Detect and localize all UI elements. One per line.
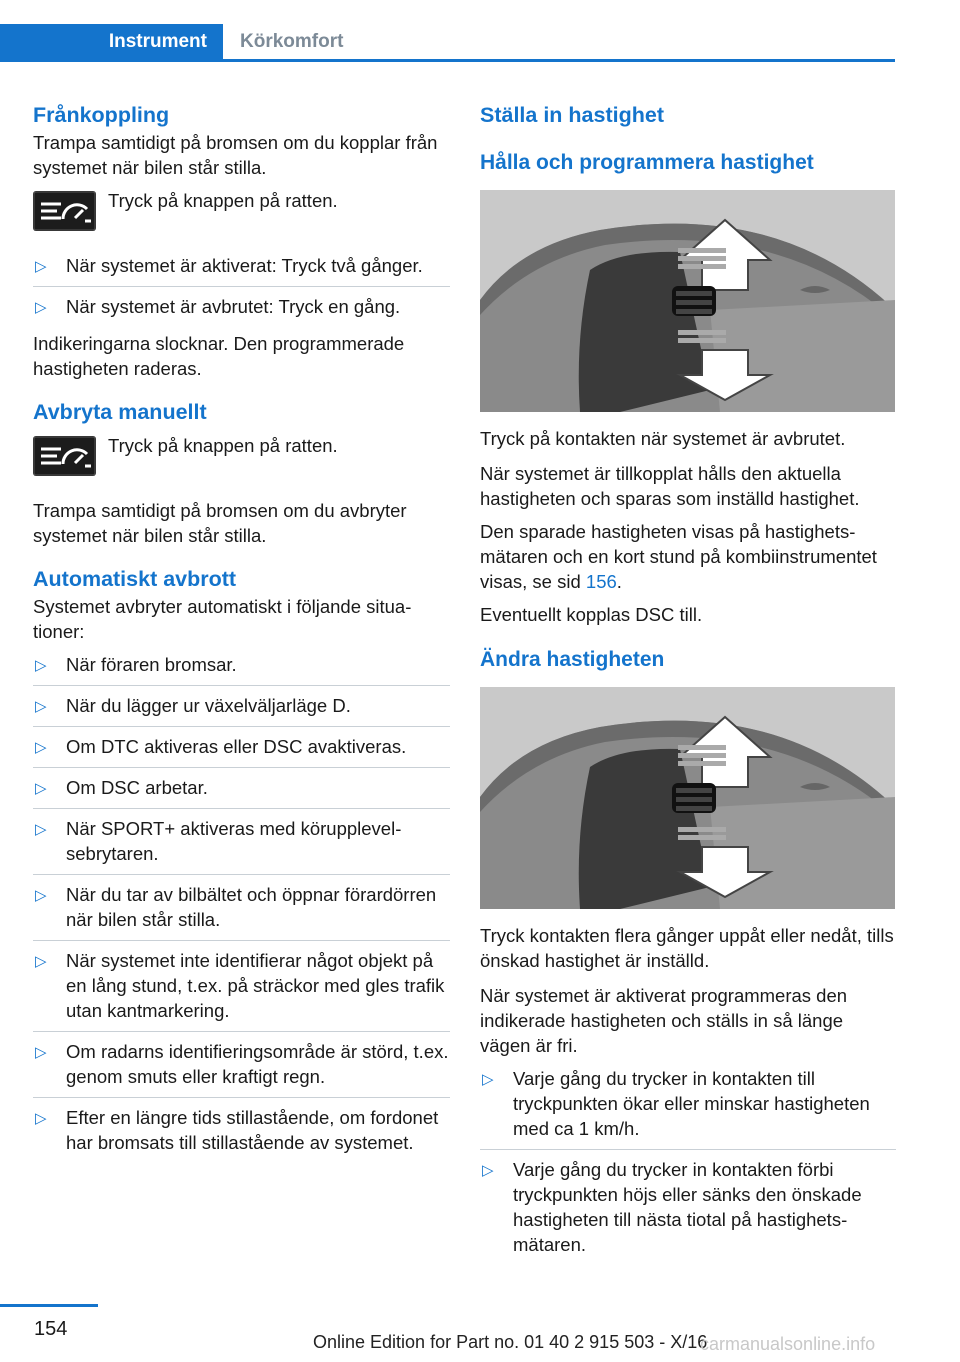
list-item: ▷ Om DTC aktiveras eller DSC avaktiveras. (33, 726, 450, 767)
list-item: ▷ Om radarns identifieringsområde är störd, t.ex. genom smuts eller kraftigt regn. (33, 1031, 450, 1097)
heading-avbryta-manuellt: Avbryta manuellt (33, 400, 207, 424)
triangle-right-icon: ▷ (482, 1071, 494, 1088)
paragraph: När systemet är tillkopplat hålls den aktuella hastigheten och sparas som inställd hastighet. (480, 463, 860, 509)
paragraph: Eventuellt kopplas DSC till. (480, 604, 703, 625)
header-tabs (0, 24, 895, 62)
tab-korkomfort[interactable]: Körkomfort (240, 31, 344, 52)
list-item: ▷ När du tar av bilbältet och öppnar förardörren när bilen står stilla. (33, 874, 450, 940)
triangle-right-icon: ▷ (35, 258, 47, 275)
heading-halla-och-programmera: Hålla och programmera hastighet (480, 151, 814, 174)
icon-instruction (33, 188, 450, 231)
triangle-right-icon: ▷ (35, 780, 47, 797)
list-item: ▷ När systemet är aktiverat: Tryck två gånger. (33, 253, 450, 286)
list-item: ▷ Varje gång du trycker in kontakten förbi tryckpunkten höjs eller sänks den önskade hastigheten till nästa tiotal på hastighetsmätaren. (480, 1149, 896, 1265)
paragraph: Tryck kontakten flera gånger uppåt eller nedåt, tills önskad hastighet är inställd. (480, 925, 894, 971)
paragraph: Systemet avbryter automatiskt i följande situationer: (33, 596, 412, 642)
right-column (480, 100, 896, 1269)
paragraph: När systemet är aktiverat programmeras den indikerade hastigheten och ställs in så länge vägen är fri. (480, 985, 848, 1056)
triangle-right-icon: ▷ (35, 821, 47, 838)
paragraph: Trampa samtidigt på bromsen om du kopplar från systemet när bilen står stilla. (33, 132, 438, 178)
triangle-right-icon: ▷ (35, 299, 47, 316)
list-item: ▷ När systemet är avbrutet: Tryck en gång. (33, 286, 450, 327)
heading-frankoppling: Frånkoppling (33, 103, 170, 127)
list-item: ▷ Varje gång du trycker in kontakten till tryckpunkten ökar eller minskar hastigheten med ca 1 km/h. (482, 1068, 870, 1139)
page-number: 154 (34, 1318, 68, 1340)
icon-instruction (33, 433, 450, 476)
list-item: ▷ När systemet inte identifierar något objekt på en lång stund, t.ex. på sträckor med gles trafik utan kantmarkering. (33, 940, 450, 1031)
heading-automatiskt-avbrott: Automatiskt avbrott (33, 567, 237, 591)
heading-andra-hastigheten: Ändra hastigheten (480, 648, 665, 671)
icon-instruction-text: Tryck på knappen på ratten. (108, 435, 338, 456)
cruise-control-button-icon (33, 191, 96, 231)
triangle-right-icon: ▷ (35, 1044, 47, 1061)
list-item: ▷ Om DSC arbetar. (33, 767, 450, 808)
page-link[interactable]: 156 (585, 571, 617, 592)
triangle-right-icon: ▷ (35, 657, 47, 674)
triangle-right-icon: ▷ (35, 739, 47, 756)
list-item: ▷ Efter en längre tids stillastående, om fordonet har bromsats till stillastående av systemet. (33, 1097, 450, 1163)
steering-wheel-photo (480, 687, 895, 909)
list-frankoppling (33, 253, 450, 327)
cruise-control-button-icon (33, 436, 96, 476)
paragraph: Indikeringarna slocknar. Den programmerade hastigheten raderas. (33, 333, 405, 379)
icon-instruction-text: Tryck på knappen på ratten. (108, 190, 338, 211)
list-andra-hastigheten (480, 1066, 896, 1265)
edition-text: Online Edition for Part no. 01 40 2 915 503 - X/16 (313, 1332, 708, 1352)
footer-rule (0, 1304, 98, 1307)
heading-stalla-in-hastighet: Ställa in hastighet (480, 103, 664, 127)
tab-instrument[interactable]: Instrument (0, 24, 223, 59)
triangle-right-icon: ▷ (35, 698, 47, 715)
paragraph: Den sparade hastigheten visas på hastighetsmätaren och en kort stund på kombiinstrumentet visas, se sid 156. (480, 521, 877, 592)
list-item: ▷ När föraren bromsar. (33, 652, 450, 685)
steering-wheel-photo (480, 190, 895, 412)
paragraph: Trampa samtidigt på bromsen om du avbryter systemet när bilen står stilla. (33, 500, 407, 546)
list-automatiskt-avbrott (33, 652, 450, 1163)
triangle-right-icon: ▷ (35, 1110, 47, 1127)
list-item: ▷ När du lägger ur växelväljarläge D. (33, 685, 450, 726)
left-column (33, 100, 450, 1167)
list-item: ▷ När SPORT+ aktiveras med körupplevelsebrytaren. (33, 808, 450, 874)
paragraph: Tryck på kontakten när systemet är avbrutet. (480, 428, 846, 449)
watermark: carmanualsonline.info (700, 1334, 876, 1354)
triangle-right-icon: ▷ (482, 1162, 494, 1179)
triangle-right-icon: ▷ (35, 887, 47, 904)
triangle-right-icon: ▷ (35, 953, 47, 970)
